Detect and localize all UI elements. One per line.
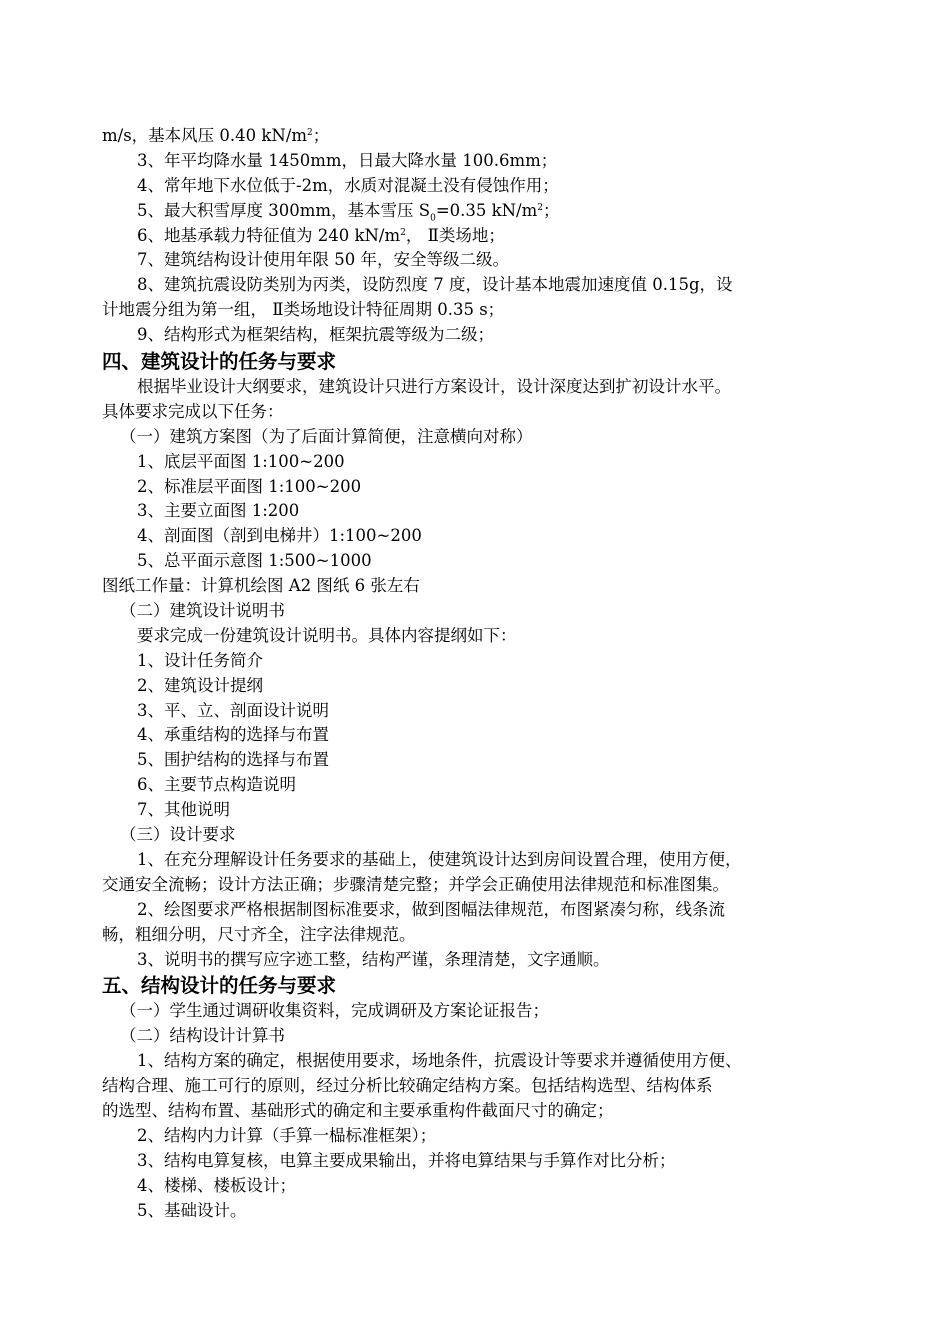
- text-span: ；: [312, 126, 330, 145]
- list-item: 3、结构电算复核，电算主要成果输出，并将电算结果与手算作对比分析；: [137, 1150, 676, 1170]
- text-line: 1、结构方案的确定，根据使用要求，场地条件，抗震设计等要求并遵循使用方便、: [137, 1051, 742, 1071]
- superscript: 2: [400, 227, 406, 238]
- text-line: 具体要求完成以下任务：: [102, 401, 284, 421]
- text-line: 根据毕业设计大纲要求，建筑设计只进行方案设计，设计深度达到扩初设计水平。: [137, 377, 731, 397]
- list-item: 5、基础设计。: [137, 1200, 247, 1220]
- list-item: 2、建筑设计提纲: [137, 675, 263, 695]
- section-heading: 四、建筑设计的任务与要求: [102, 350, 337, 374]
- subscript: 0: [430, 212, 436, 223]
- document-body: [102, 124, 832, 1223]
- list-item: 5、总平面示意图 1:500~1000: [137, 551, 372, 571]
- text-line: 9、结构形式为框架结构，框架抗震等级为二级；: [137, 325, 494, 345]
- text-line: 1、在充分理解设计任务要求的基础上，使建筑设计达到房间设置合理，使用方便，: [137, 849, 742, 869]
- text-span: 5、最大积雪厚度 300mm，基本雪压 S: [137, 200, 431, 220]
- text-line: 结构合理、施工可行的原则，经过分析比较确定结构方案。包括结构选型、结构体系: [102, 1076, 713, 1096]
- superscript: 2: [537, 202, 543, 213]
- text-line: 图纸工作量：计算机绘图 A2 图纸 6 张左右: [102, 576, 420, 596]
- subsection-heading: （二）建筑设计说明书: [120, 601, 285, 621]
- text-span: ， Ⅱ类场地；: [405, 225, 505, 245]
- text-span: ；: [543, 200, 560, 220]
- text-line: 2、绘图要求严格根据制图标准要求，做到图幅法律规范，布图紧凑匀称，线条流: [137, 899, 725, 919]
- list-item: 7、其他说明: [137, 800, 230, 820]
- text-line: 的选型、结构布置、基础形式的确定和主要承重构件截面尺寸的确定；: [102, 1100, 614, 1120]
- text-line: 畅，粗细分明，尺寸齐全，注字法律规范。: [102, 924, 416, 944]
- list-item: 4、承重结构的选择与布置: [137, 725, 329, 745]
- text-line: 要求完成一份建筑设计说明书。具体内容提纲如下：: [137, 625, 517, 645]
- text-line: [102, 124, 832, 149]
- text-line: 8、建筑抗震设防类别为丙类，设防烈度 7 度，设计基本地震加速度值 0.15g，设: [137, 275, 733, 295]
- text-span: m/s，基本风压 0.40 kN/m: [102, 126, 308, 145]
- text-span: 6、地基承载力特征值为 240 kN/m: [137, 225, 401, 245]
- list-item: 2、结构内力计算（手算一榀标准框架）；: [137, 1125, 437, 1145]
- subsection-heading: （一）学生通过调研收集资料，完成调研及方案论证报告；: [120, 1001, 549, 1021]
- list-item: 2、标准层平面图 1:100~200: [137, 476, 362, 496]
- text-span: =0.35 kN/m: [435, 200, 538, 220]
- list-item: 1、设计任务简介: [137, 650, 263, 670]
- list-item: 3、平、立、剖面设计说明: [137, 700, 329, 720]
- text-line: 计地震分组为第一组， Ⅱ类场地设计特征周期 0.35 s；: [102, 300, 505, 320]
- section-heading: 五、结构设计的任务与要求: [102, 974, 337, 998]
- text-line: [102, 199, 832, 224]
- text-line: 3、年平均降水量 1450mm，日最大降水量 100.6mm；: [137, 150, 558, 170]
- text-line: [102, 224, 832, 249]
- subsection-heading: （三）设计要求: [120, 825, 236, 845]
- list-item: 1、底层平面图 1:100~200: [137, 451, 345, 471]
- text-line: 3、说明书的撰写应字迹工整，结构严谨，条理清楚，文字通顺。: [137, 949, 610, 969]
- subsection-heading: （一）建筑方案图（为了后面计算简便，注意横向对称）: [120, 426, 533, 446]
- text-line: 4、常年地下水位低于-2m，水质对混凝土没有侵蚀作用；: [137, 175, 559, 195]
- list-item: 4、楼梯、楼板设计；: [137, 1175, 296, 1195]
- text-line: 7、建筑结构设计使用年限 50 年，安全等级二级。: [137, 250, 509, 270]
- list-item: 4、剖面图（剖到电梯井）1:100~200: [137, 526, 422, 546]
- list-item: 3、主要立面图 1:200: [137, 501, 300, 521]
- text-line: 交通安全流畅；设计方法正确；步骤清楚完整；并学会正确使用法律规范和标准图集。: [102, 874, 729, 894]
- subsection-heading: （二）结构设计计算书: [120, 1026, 285, 1046]
- superscript: 2: [307, 128, 313, 138]
- list-item: 5、围护结构的选择与布置: [137, 750, 329, 770]
- list-item: 6、主要节点构造说明: [137, 775, 296, 795]
